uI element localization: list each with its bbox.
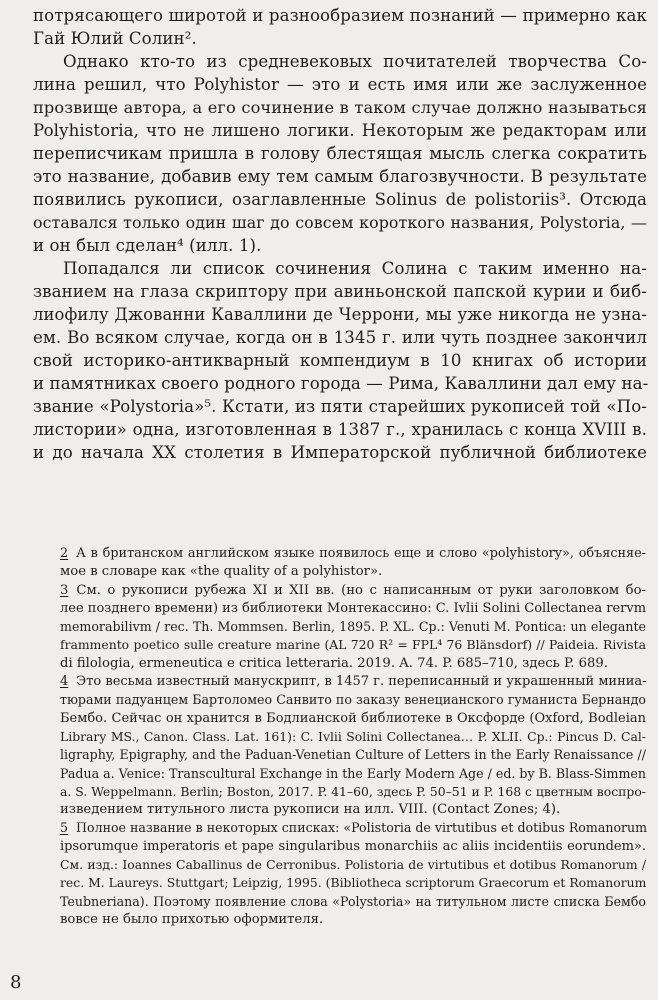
body-line: ем. Во всяком случае, когда он в 1345 г. или чуть позднее закончил xyxy=(33,328,647,347)
body-line: Polyhistoria, что не лишено логики. Некоторым же редакторам или xyxy=(33,121,647,140)
body-line: потрясающего широтой и разнообразием познаний — примерно как xyxy=(33,6,647,25)
footnote-line: rec. M. Laureys. Stuttgart; Leipzig, 1995. (Bibliotheca scriptorum Graecorum et Romanorum xyxy=(60,875,647,891)
body-line: листории» одна, изготовленная в 1387 г., хранилась с конца XVIII в. xyxy=(33,420,647,439)
footnote-line xyxy=(60,582,646,600)
body-line: Однако кто-то из средневековых почитателей творчества Со- xyxy=(63,52,647,71)
footnote-line: Бембо. Сейчас он хранится в Бодлианской библиотеке в Оксфорде (Oxford, Bodleian xyxy=(60,710,646,726)
footnote-line: лее позднего времени) из библиотеки Монтекассино: C. Ivlii Solini Collectanea rervm xyxy=(60,600,647,616)
footnote-line: тюрами падуанцем Бартоломео Санвито по заказу венецианского гуманиста Бернандо xyxy=(60,692,646,708)
body-line: и он был сделан⁴ (илл. 1). xyxy=(33,236,262,255)
footnote-line: a. S. Weppelmann. Berlin; Boston, 2017. P. 41–60, здесь P. 50–51 и P. 168 с цветным воспро- xyxy=(60,783,646,799)
body-line: переписчикам пришла в голову блестящая мысль слегка сократить xyxy=(33,144,647,163)
body-line: Попадался ли список сочинения Солина с таким именно на- xyxy=(63,259,647,278)
body-line: лина решил, что Polyhistor — это и есть имя или же заслуженное xyxy=(33,75,647,94)
footnote-line: ipsorumque imperatoris et pape singularibus monarchiis ac aliis incidentiis eorundem». xyxy=(60,838,646,854)
footnote-number: 4 xyxy=(60,674,69,690)
body-line: оставался только один шаг до совсем короткого названия, Polystoria, — xyxy=(33,213,647,232)
body-line: появились рукописи, озаглавленные Solinus de polistoriis³. Отсюда xyxy=(33,190,647,209)
footnote-line: memorabilivm / rec. Th. Mommsen. Berlin, 1895. P. XL. Ср.: Venuti M. Pontica: un elegante xyxy=(60,619,646,635)
footnote-line xyxy=(60,819,646,837)
body-line: прозвище автора, а его сочинение в таком случае должно называться xyxy=(33,98,647,117)
footnote-text: Полное название в некоторых списках: «Polistoria de virtutibus et dotibus Romanorum xyxy=(76,820,648,836)
footnote-text: См. о рукописи рубежа XI и XII вв. (но с написанным от руки заголовком бо- xyxy=(76,582,646,598)
body-line: и памятниках своего родного города — Рима, Каваллини дал ему на- xyxy=(33,374,649,393)
footnote-line: frammento poetico sulle creature marine (AL 720 R² = FPL⁴ 76 Blänsdorf) // Paideia. Rivista xyxy=(60,637,646,653)
footnote-line: ligraphy, Epigraphy, and the Paduan-Venetian Culture of Letters in the Early Renaissance // xyxy=(60,747,646,763)
body-line: лиофилу Джованни Каваллини де Черрони, мы уже никогда не узна- xyxy=(33,305,647,324)
footnote-text: Это весьма известный манускрипт, в 1457 г. переписанный и украшенный миниа- xyxy=(76,674,647,690)
footnote-line xyxy=(60,673,646,691)
body-line: звание «Polystoria»⁵. Кстати, из пяти старейших рукописей той «По- xyxy=(33,397,647,416)
body-line: Гай Юлий Солин². xyxy=(33,29,197,48)
footnote-line: вовсе не было прихотью оформителя. xyxy=(60,911,324,927)
footnote-line: Library MS., Canon. Class. Lat. 161): C. Ivlii Solini Collectanea… P. XLII. Ср.: Pincus D. Cal- xyxy=(60,728,646,744)
body-line: это название, добавив ему тем самым благозвучности. В результате xyxy=(33,167,647,186)
body-line: и до начала XX столетия в Императорской публичной библиотеке xyxy=(33,443,647,462)
footnote-line: изведением титульного листа рукописи на илл. VIII. (Contact Zones; 4). xyxy=(60,802,561,818)
footnote-line: Padua a. Venice: Transcultural Exchange in the Early Modern Age / ed. by B. Blass-Simmen xyxy=(60,765,646,781)
body-line: свой историко-антикварный компендиум в 10 книгах об истории xyxy=(33,351,647,370)
footnote-line: мое в словаре как «the quality of a polyhistor». xyxy=(60,564,383,580)
footnote-number: 5 xyxy=(60,820,69,836)
footnote-number: 3 xyxy=(60,582,69,598)
footnote-line: См. изд.: Ioannes Caballinus de Cerronibus. Polistoria de virtutibus et dotibus Romanorum / xyxy=(60,857,646,873)
page-number: 8 xyxy=(10,972,22,993)
body-line: званием на глаза скриптору при авиньонской папской курии и биб- xyxy=(33,282,647,301)
footnote-line: Teubneriana). Поэтому появление слова «Polystoria» на титульном листе списка Бембо xyxy=(60,893,646,909)
footnote-line: di filologia, ermeneutica e critica letteraria. 2019. A. 74. P. 685–710, здесь P. 689. xyxy=(60,655,608,671)
main-text xyxy=(33,4,647,464)
footnotes xyxy=(60,545,646,929)
footnote-line xyxy=(60,545,646,563)
footnote-number: 2 xyxy=(60,546,69,561)
footnote-text: А в британском английском языке появилось еще и слово «polyhistory», объясняе- xyxy=(76,546,646,561)
